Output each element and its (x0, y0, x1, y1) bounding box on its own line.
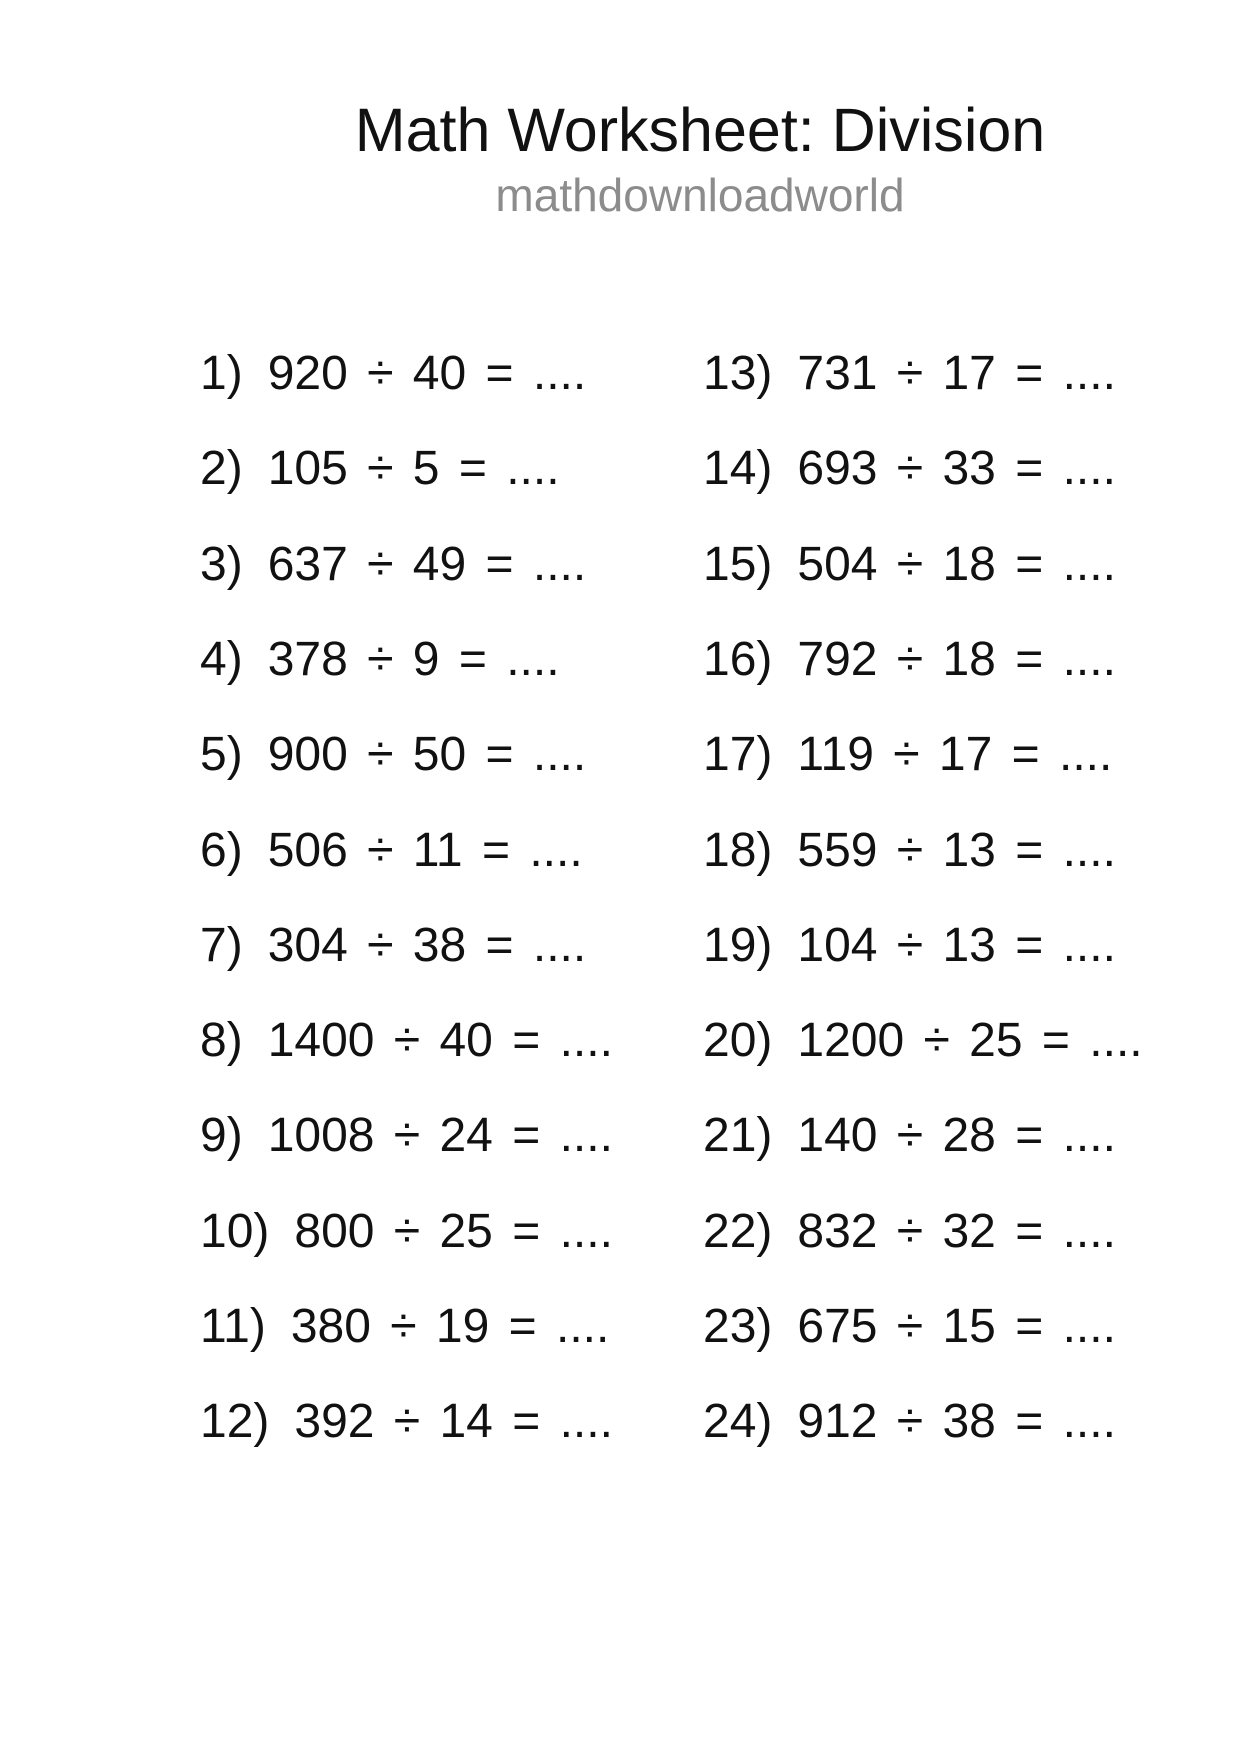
problems-column-right (703, 326, 1143, 1470)
problem-number: 11) (200, 1300, 266, 1354)
worksheet-header (160, 0, 1240, 222)
problem-row-2 (200, 421, 613, 516)
problem-number: 18) (703, 823, 773, 877)
worksheet-subtitle: mathdownloadworld (495, 169, 905, 222)
problem-number: 10) (200, 1204, 270, 1258)
problem-expression: 1400 ÷ 40 = .... (267, 1014, 613, 1068)
problem-number: 20) (703, 1014, 773, 1068)
problem-row-7 (200, 898, 613, 993)
problem-number: 24) (703, 1395, 773, 1449)
problem-number: 22) (703, 1204, 773, 1258)
worksheet-title: Math Worksheet: Division (354, 96, 1046, 164)
problem-row-19 (703, 898, 1143, 993)
problem-number: 8) (200, 1014, 243, 1068)
problem-number: 7) (200, 918, 243, 972)
problem-row-17 (703, 707, 1143, 802)
problem-number: 19) (703, 918, 773, 972)
problem-row-20 (703, 993, 1143, 1088)
problem-expression: 304 ÷ 38 = .... (267, 918, 587, 972)
problem-row-22 (703, 1184, 1143, 1279)
problem-number: 9) (200, 1109, 243, 1163)
problem-number: 15) (703, 537, 773, 591)
problem-expression: 140 ÷ 28 = .... (797, 1109, 1116, 1163)
problem-number: 1) (200, 347, 243, 401)
problem-row-15 (703, 517, 1143, 612)
problem-expression: 559 ÷ 13 = .... (797, 823, 1116, 877)
problem-number: 13) (703, 347, 773, 401)
problem-number: 4) (200, 632, 243, 686)
problem-row-11 (200, 1279, 613, 1374)
problem-expression: 912 ÷ 38 = .... (797, 1395, 1116, 1449)
problem-expression: 392 ÷ 14 = .... (294, 1395, 613, 1449)
problem-row-3 (200, 517, 613, 612)
problem-number: 5) (200, 728, 243, 782)
problem-row-10 (200, 1184, 613, 1279)
problem-row-6 (200, 802, 613, 897)
problem-expression: 800 ÷ 25 = .... (294, 1204, 613, 1258)
problem-row-16 (703, 612, 1143, 707)
problem-expression: 920 ÷ 40 = .... (267, 347, 587, 401)
problem-number: 6) (200, 823, 243, 877)
problem-expression: 731 ÷ 17 = .... (797, 347, 1116, 401)
problem-row-5 (200, 707, 613, 802)
problem-row-23 (703, 1279, 1143, 1374)
problem-row-18 (703, 802, 1143, 897)
problem-expression: 119 ÷ 17 = .... (797, 728, 1113, 782)
problem-expression: 675 ÷ 15 = .... (797, 1300, 1116, 1354)
problem-row-8 (200, 993, 613, 1088)
problem-number: 12) (200, 1395, 270, 1449)
problem-row-14 (703, 421, 1143, 516)
problem-expression: 832 ÷ 32 = .... (797, 1204, 1116, 1258)
problem-expression: 504 ÷ 18 = .... (797, 537, 1116, 591)
problem-expression: 792 ÷ 18 = .... (797, 632, 1116, 686)
problem-number: 2) (200, 442, 243, 496)
problem-expression: 900 ÷ 50 = .... (267, 728, 587, 782)
problems-column-left (200, 326, 613, 1470)
problem-expression: 380 ÷ 19 = .... (290, 1300, 610, 1354)
problem-expression: 1008 ÷ 24 = .... (267, 1109, 613, 1163)
problem-row-12 (200, 1374, 613, 1469)
problem-number: 23) (703, 1300, 773, 1354)
problem-expression: 104 ÷ 13 = .... (797, 918, 1116, 972)
problem-row-24 (703, 1374, 1143, 1469)
problem-number: 14) (703, 442, 773, 496)
problem-row-13 (703, 326, 1143, 421)
problem-expression: 1200 ÷ 25 = .... (797, 1014, 1143, 1068)
problem-number: 21) (703, 1109, 773, 1163)
problem-row-9 (200, 1088, 613, 1183)
problem-number: 16) (703, 632, 773, 686)
problem-row-1 (200, 326, 613, 421)
problem-expression: 105 ÷ 5 = .... (267, 442, 560, 496)
problem-expression: 506 ÷ 11 = .... (267, 823, 583, 877)
problem-expression: 637 ÷ 49 = .... (267, 537, 587, 591)
problem-row-4 (200, 612, 613, 707)
problem-row-21 (703, 1088, 1143, 1183)
problem-number: 17) (703, 728, 773, 782)
problem-expression: 693 ÷ 33 = .... (797, 442, 1116, 496)
problem-number: 3) (200, 537, 243, 591)
problem-expression: 378 ÷ 9 = .... (267, 632, 560, 686)
